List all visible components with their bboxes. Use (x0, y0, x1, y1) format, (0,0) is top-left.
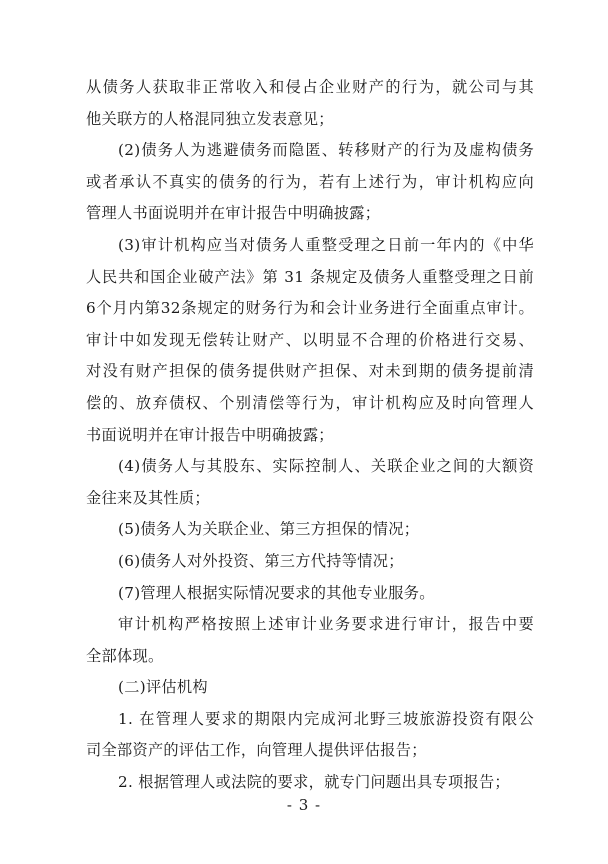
text-line: 人民共和国企业破产法》第 31 条规定及债务人重整受理之日前 (86, 267, 534, 286)
page-number: - 3 - (286, 796, 322, 814)
text-line: 1. 在管理人要求的期限内完成河北野三坡旅游投资有限公 (118, 709, 534, 728)
text-line: 他关联方的人格混同独立发表意见； (86, 109, 334, 128)
text-line: 书面说明并在审计报告中明确披露； (86, 425, 334, 444)
text-line: 审计中如发现无偿转让财产、以明显不合理的价格进行交易、 (86, 330, 534, 349)
text-line: (2)债务人为逃避债务而隐匿、转移财产的行为及虚构债务 (118, 141, 534, 160)
document-body (86, 72, 534, 799)
text-line: 全部体现。 (86, 646, 164, 665)
text-line: (4)债务人与其股东、实际控制人、关联企业之间的大额资 (118, 457, 534, 476)
text-line: 6个月内第32条规定的财务行为和会计业务进行全面重点审计。 (86, 299, 534, 318)
text-line: 或者承认不真实的债务的行为，若有上述行为，审计机构应向 (86, 172, 534, 191)
text-line: (二)评估机构 (118, 678, 208, 697)
text-line: 司全部资产的评估工作，向管理人提供评估报告； (86, 741, 427, 760)
text-line: (6)债务人对外投资、第三方代持等情况； (118, 551, 404, 570)
text-line: 偿的、放弃债权、个别清偿等行为，审计机构应及时向管理人 (86, 393, 534, 412)
text-line: 2. 根据管理人或法院的要求，就专门问题出具专项报告； (118, 773, 510, 792)
text-line: 对没有财产担保的债务提供财产担保、对未到期的债务提前清 (86, 362, 534, 381)
text-line: 管理人书面说明并在审计报告中明确披露； (86, 204, 381, 223)
text-line: (3)审计机构应当对债务人重整受理之日前一年内的《中华 (118, 235, 534, 254)
text-line: (7)管理人根据实际情况要求的其他专业服务。 (118, 583, 435, 602)
text-line: 金往来及其性质； (86, 488, 210, 507)
text-line: 审计机构严格按照上述审计业务要求进行审计，报告中要 (118, 615, 534, 634)
text-line: (5)债务人为关联企业、第三方担保的情况； (118, 520, 420, 539)
text-line: 从债务人获取非正常收入和侵占企业财产的行为，就公司与其 (86, 78, 534, 96)
